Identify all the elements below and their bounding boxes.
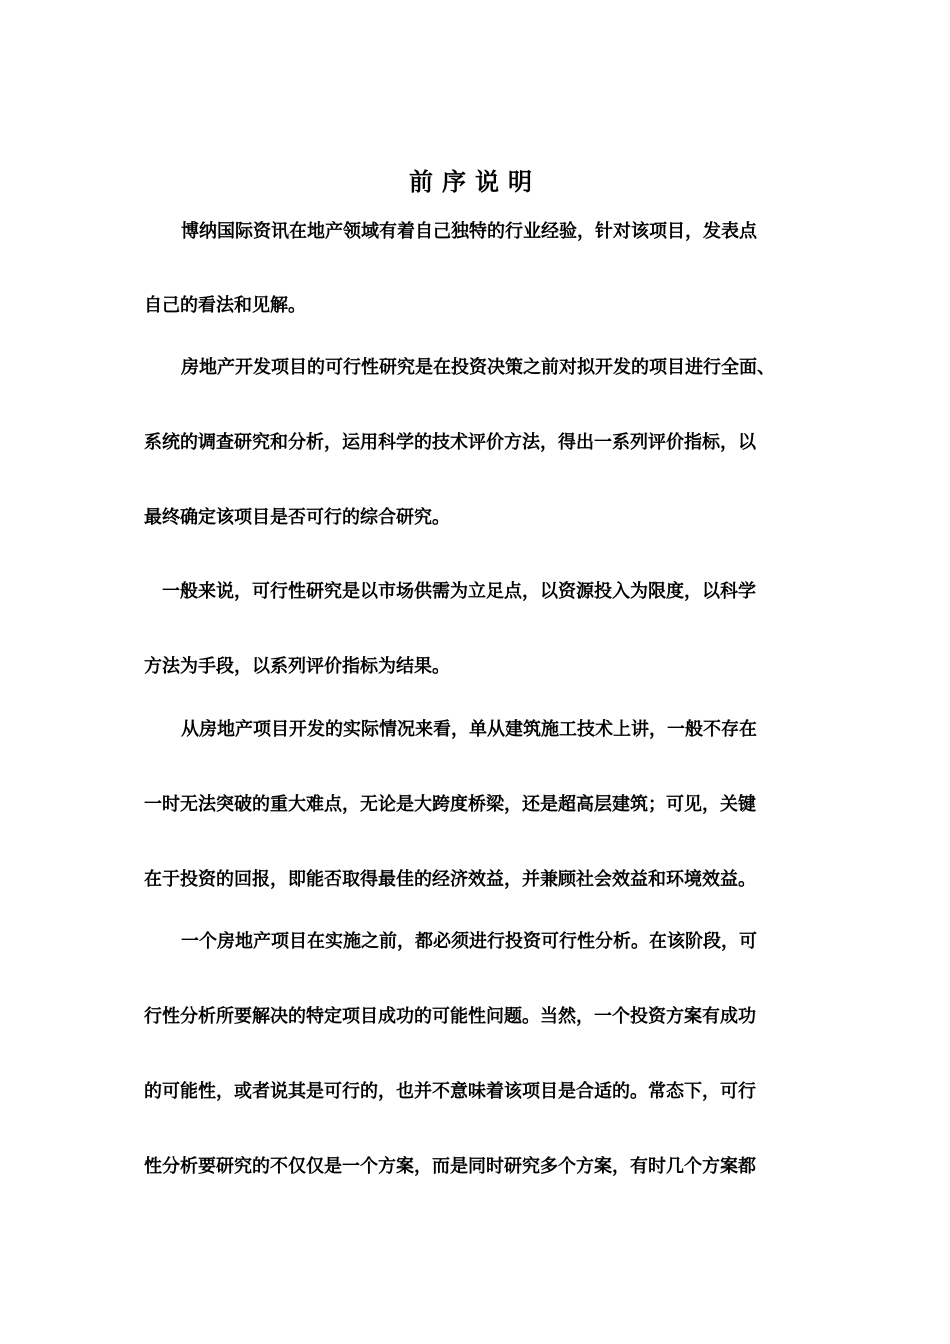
paragraph-line: 的可能性，或者说其是可行的，也并不意味着该项目是合适的。常态下，可行 xyxy=(144,1081,756,1102)
paragraph-line: 系统的调查研究和分析，运用科学的技术评价方法，得出一系列评价指标，以 xyxy=(144,432,756,453)
paragraph-line: 自己的看法和见解。 xyxy=(144,295,306,316)
paragraph-line: 在于投资的回报，即能否取得最佳的经济效益，并兼顾社会效益和环境效益。 xyxy=(144,869,756,890)
paragraph-line: 一个房地产项目在实施之前，都必须进行投资可行性分析。在该阶段，可 xyxy=(181,931,757,952)
paragraph-line: 房地产开发项目的可行性研究是在投资决策之前对拟开发的项目进行全面、 xyxy=(181,357,775,378)
paragraph-line: 性分析要研究的不仅仅是一个方案，而是同时研究多个方案，有时几个方案都 xyxy=(144,1156,756,1177)
paragraph-line: 方法为手段，以系列评价指标为结果。 xyxy=(144,656,450,677)
paragraph-line: 行性分析所要解决的特定项目成功的可能性问题。当然，一个投资方案有成功 xyxy=(144,1006,756,1027)
paragraph-line: 博纳国际资讯在地产领域有着自己独特的行业经验，针对该项目，发表点 xyxy=(181,221,757,242)
page-title: 前序说明 xyxy=(409,167,541,196)
paragraph-line: 最终确定该项目是否可行的综合研究。 xyxy=(144,507,450,528)
paragraph-line: 从房地产项目开发的实际情况来看，单从建筑施工技术上讲，一般不存在 xyxy=(181,719,757,740)
paragraph-line: 一时无法突破的重大难点，无论是大跨度桥梁，还是超高层建筑；可见，关键 xyxy=(144,794,756,815)
paragraph-line: 一般来说，可行性研究是以市场供需为立足点，以资源投入为限度，以科学 xyxy=(162,581,756,602)
